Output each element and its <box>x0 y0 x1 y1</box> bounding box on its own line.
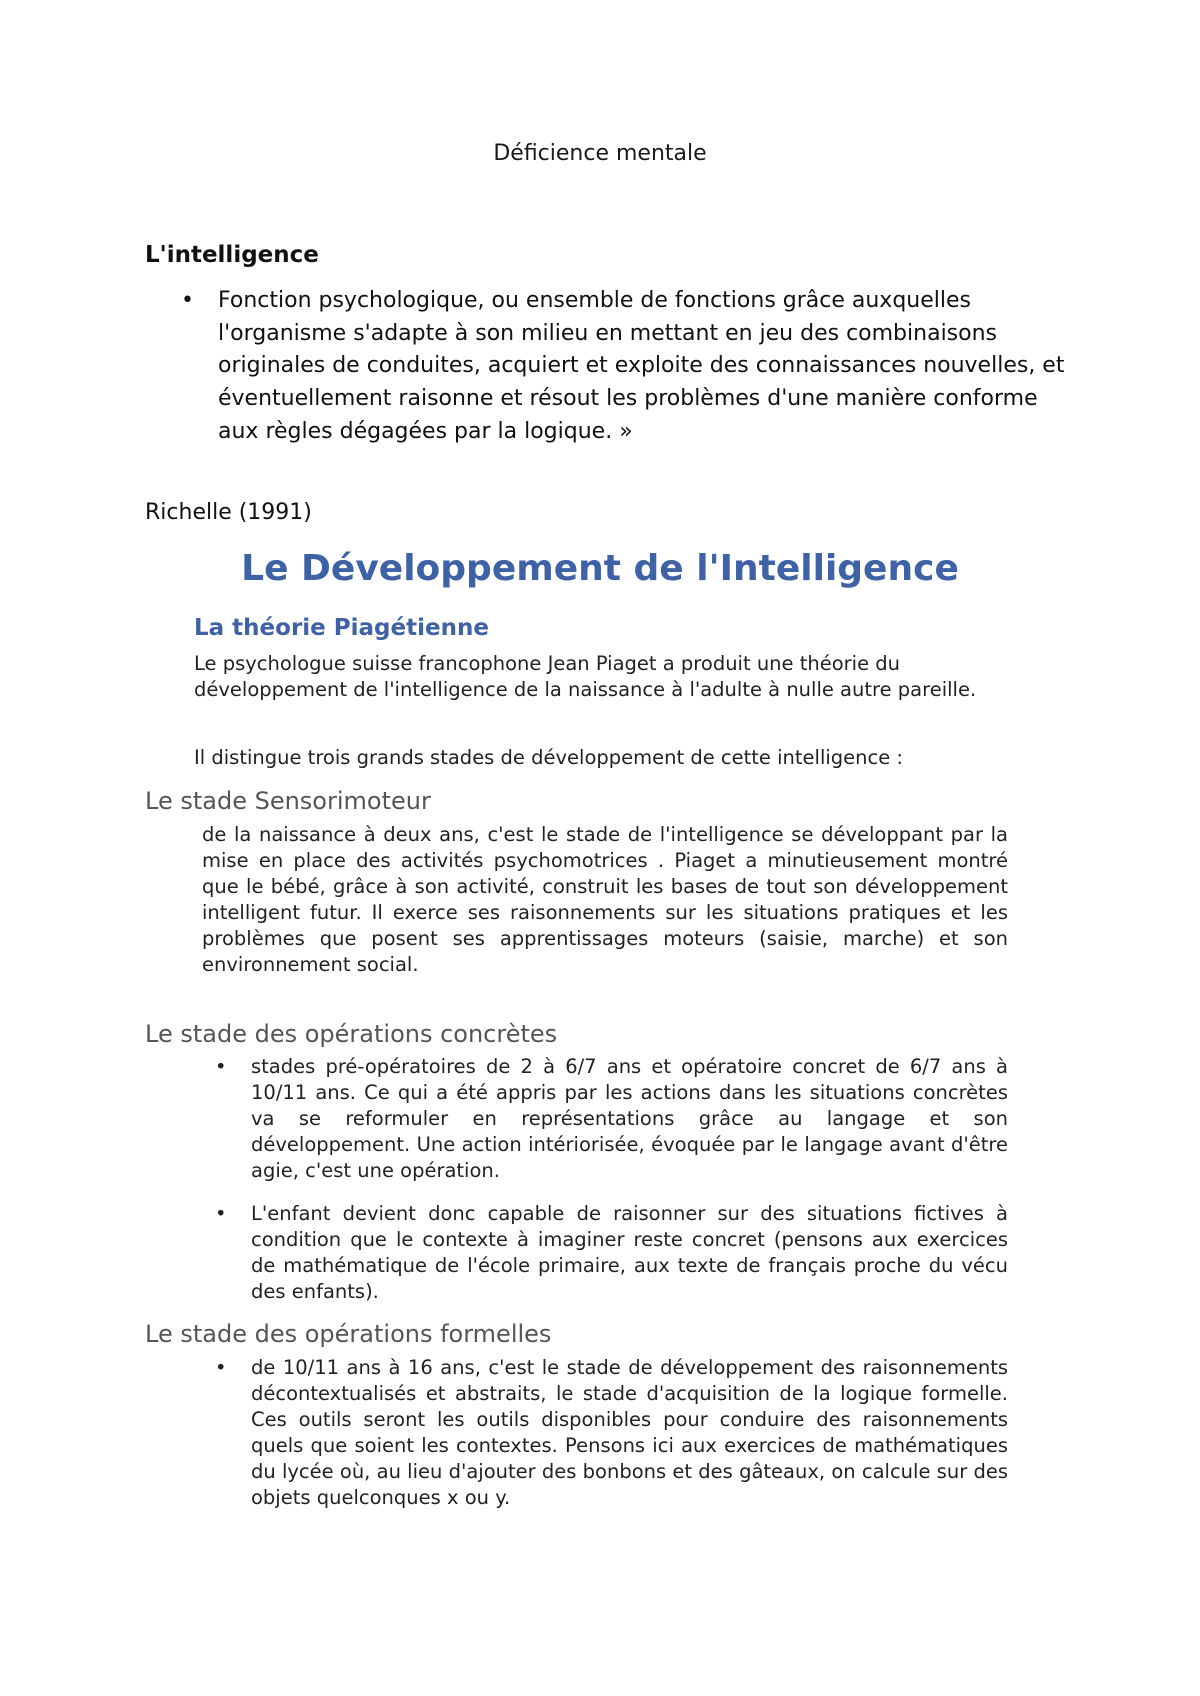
piaget-theory-subheading: La théorie Piagétienne <box>194 615 489 641</box>
bullet-icon: • <box>215 1356 227 1379</box>
intro-paragraph: Le psychologue suisse francophone Jean Piaget a produit une théorie du développement de l'intelligence de la naissance à l'adulte à nulle autre pareille. <box>194 652 977 701</box>
list-item-text: L'enfant devient donc capable de raisonner sur des situations fictives à condition que le contexte à imaginer reste concret (pensons aux exercices de mathématique de l'école primaire, aux texte de français proche du vécu des enfants). <box>251 1202 1008 1303</box>
formal-operations-stage-heading: Le stade des opérations formelles <box>145 1320 552 1348</box>
development-heading: Le Développement de l'Intelligence <box>241 548 959 589</box>
concrete-operations-stage-heading: Le stade des opérations concrètes <box>145 1020 558 1048</box>
list-item <box>145 1054 1008 1184</box>
intelligence-definition-list <box>145 285 1075 449</box>
sensorimotor-stage-paragraph: de la naissance à deux ans, c'est le stade de l'intelligence se développant par la mise en place des activités psychomotrices . Piaget a minutieusement montré que le bébé, grâce à son activité, construit les bases de tout son développement intelligent futur. Il exerce ses raisonnements sur les situations pratiques et les problèmes que posent ses apprentissages moteurs (saisie, marche) et son environnement social. <box>202 823 1008 976</box>
intelligence-heading: L'intelligence <box>145 242 319 268</box>
bullet-icon: • <box>215 1055 227 1078</box>
bullet-icon: • <box>215 1202 227 1225</box>
concrete-operations-list <box>145 1054 1008 1322</box>
bullet-icon: • <box>181 288 194 313</box>
list-item <box>145 1201 1008 1305</box>
sensorimotor-stage-heading: Le stade Sensorimoteur <box>145 787 431 815</box>
stages-intro-paragraph: Il distingue trois grands stades de développement de cette intelligence : <box>194 746 903 769</box>
definition-text: Fonction psychologique, ou ensemble de fonctions grâce auxquelles l'organisme s'adapte à son milieu en mettant en jeu des combinaisons originales de conduites, acquiert et exploite des connaissances nouvelles, et éventuellement raisonne et résout les problèmes d'une manière conforme aux règles dégagées par la logique. » <box>218 288 1065 444</box>
list-item <box>145 1355 1008 1511</box>
formal-operations-list <box>145 1355 1008 1528</box>
citation: Richelle (1991) <box>145 500 312 525</box>
list-item <box>145 285 1075 449</box>
list-item-text: de 10/11 ans à 16 ans, c'est le stade de développement des raisonnements décontextualisés et abstraits, le stade d'acquisition de la logique formelle. Ces outils seront les outils disponibles pour conduire des raisonnements quels que soient les contextes. Pensons ici aux exercices de mathématiques du lycée où, au lieu d'ajouter des bonbons et des gâteaux, on calcule sur des objets quelconques x ou y. <box>251 1356 1008 1509</box>
list-item-text: stades pré-opératoires de 2 à 6/7 ans et opératoire concret de 6/7 ans à 10/11 ans. Ce qui a été appris par les actions dans les situations concrètes va se reformuler en représentations grâce au langage et son développement. Une action intériorisée, évoquée par le langage avant d'être agie, c'est une opération. <box>251 1055 1008 1182</box>
document-title: Déficience mentale <box>493 141 707 166</box>
